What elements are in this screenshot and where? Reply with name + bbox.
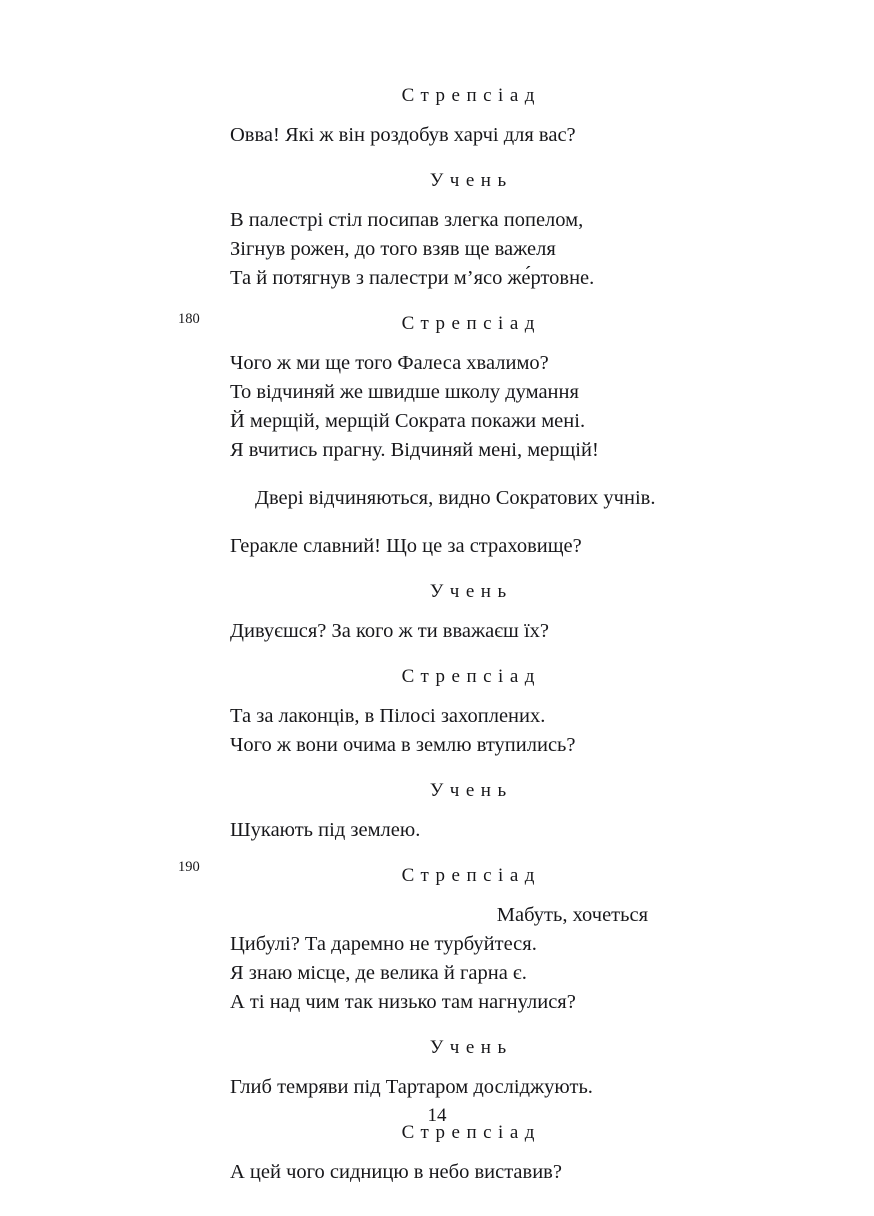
verse-block	[230, 1158, 706, 1187]
verse-line: Та за лаконців, в Пілосі захоплених.	[230, 705, 546, 727]
spacer	[230, 885, 706, 901]
spacer	[230, 333, 706, 349]
verse-block	[230, 816, 706, 845]
text-column	[230, 86, 706, 1187]
verse-block	[230, 532, 706, 561]
spacer	[230, 1057, 706, 1073]
speaker-heading: Учень	[429, 581, 513, 602]
verse-block	[230, 617, 706, 646]
verse-line: Я вчитись прагну. Відчиняй мені, мерщій!	[230, 439, 599, 461]
verse-block	[230, 702, 706, 760]
verse-line: Цибулі? Та даремно не турбуйтеся.	[230, 933, 537, 955]
speaker-heading: Стрепсіад	[401, 313, 541, 334]
verse-line: Овва! Які ж він роздобув харчі для вас?	[230, 124, 576, 146]
spacer	[230, 601, 706, 617]
verse-line: Шукають під землею.	[230, 819, 421, 841]
verse-line-number: 180	[178, 311, 200, 327]
speaker-heading: Стрепсіад	[401, 85, 541, 106]
spacer	[230, 646, 706, 667]
verse-line: Геракле славний! Що це за страховище?	[230, 535, 582, 557]
verse-line: Глиб темряви під Тартаром досліджують.	[230, 1076, 593, 1098]
verse-line: Та й потягнув з палестри м’ясо же́ртовне.	[230, 267, 595, 289]
spacer	[230, 190, 706, 206]
verse-line: Зігнув рожен, до того взяв ще важеля	[230, 238, 556, 260]
verse-block	[230, 349, 706, 465]
verse-line: То відчиняй же швидше школу думання	[230, 381, 579, 403]
speaker-heading: Учень	[429, 170, 513, 191]
spacer	[230, 561, 706, 582]
spacer	[230, 513, 706, 532]
verse-line-number: 190	[178, 859, 200, 875]
speaker-heading: Стрепсіад	[401, 666, 541, 687]
spacer	[230, 1017, 706, 1038]
verse-line: Чого ж ми ще того Фалеса хвалимо?	[230, 352, 549, 374]
verse-line: А цей чого сидницю в небо виставив?	[230, 1161, 562, 1183]
speaker-heading: Учень	[429, 1037, 513, 1058]
spacer	[230, 465, 706, 484]
verse-line: Дивуєшся? За кого ж ти вважаєш їх?	[230, 620, 550, 642]
stage-direction: Двері відчиняються, видно Сократових учнів.	[255, 487, 656, 509]
spacer	[230, 293, 706, 314]
verse-line: Я знаю місце, де велика й гарна є.	[230, 962, 527, 984]
speaker-heading: Стрепсіад	[401, 865, 541, 886]
speaker-heading: Стрепсіад	[401, 1122, 541, 1143]
spacer	[230, 686, 706, 702]
verse-block	[230, 121, 706, 150]
spacer	[230, 800, 706, 816]
verse-line: Чого ж вони очима в землю втупились?	[230, 734, 576, 756]
page-number: 14	[427, 1105, 447, 1126]
verse-line-continuation: Мабуть, хочеться	[496, 904, 648, 926]
verse-block	[230, 206, 706, 293]
verse-line: Й мерщій, мерщій Сократа покажи мені.	[230, 410, 586, 432]
speaker-heading: Учень	[429, 780, 513, 801]
verse-line: А ті над чим так низько там нагнулися?	[230, 991, 576, 1013]
spacer	[230, 150, 706, 171]
spacer	[230, 1142, 706, 1158]
verse-block	[230, 901, 706, 1017]
spacer	[230, 760, 706, 781]
verse-line: В палестрі стіл посипав злегка попелом,	[230, 209, 584, 231]
verse-block	[230, 1073, 706, 1102]
spacer	[230, 845, 706, 866]
spacer	[230, 105, 706, 121]
